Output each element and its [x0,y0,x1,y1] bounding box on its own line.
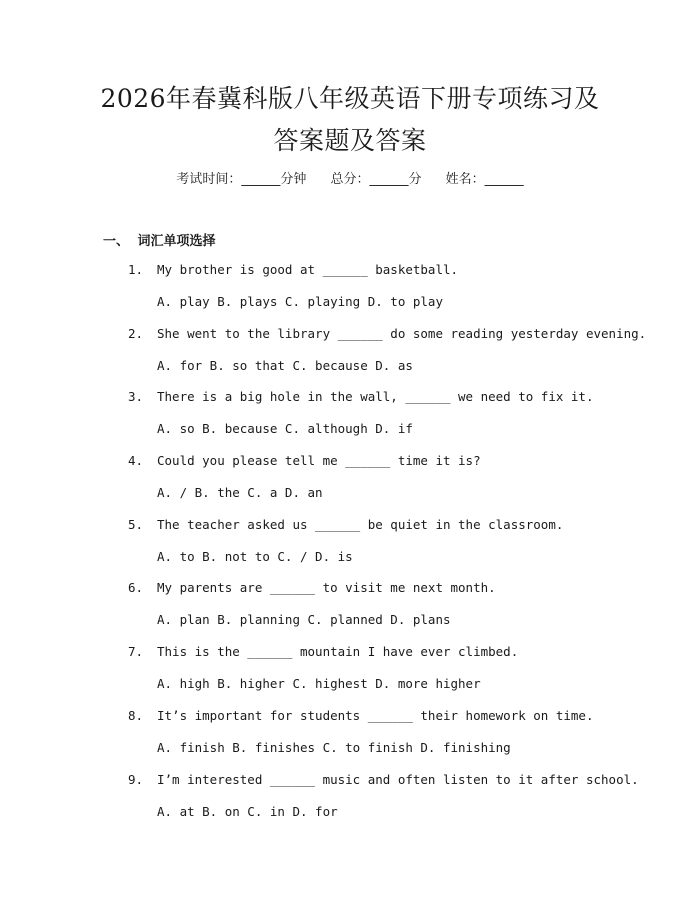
question-text: I’m interested ______ music and often listen to it after school. [157,771,639,787]
question-text: Could you please tell me ______ time it is? [157,453,481,469]
question-item [0,323,700,387]
question-text: There is a big hole in the wall, ______ we need to fix it. [157,389,594,405]
question-text: My brother is good at ______ basketball. [157,262,459,277]
title-line-2: 答案题及答案 [273,126,427,155]
question-options: A. so B. because C. although D. if [157,421,413,437]
question-number: 3. [128,389,144,405]
question-number: 1. [128,262,144,277]
question-item [0,577,700,641]
question-item [0,641,700,705]
question-options: A. play B. plays C. playing D. to play [157,294,443,309]
question-text: The teacher asked us ______ be quiet in the classroom. [157,516,564,532]
question-number: 6. [128,580,144,596]
title-line-1: 2026年春冀科版八年级英语下册专项练习及 [100,84,600,113]
question-options: A. / B. the C. a D. an [157,485,323,501]
question-text: My parents are ______ to visit me next month. [157,580,496,596]
question-item [0,769,700,833]
question-item [0,514,700,578]
question-number: 2. [128,325,144,341]
question-number: 9. [128,771,144,787]
question-list [0,259,700,832]
question-options: A. for B. so that C. because D. as [157,357,413,373]
question-text: She went to the library ______ do some reading yesterday evening. [157,325,647,341]
question-number: 4. [128,453,144,469]
question-item [0,386,700,450]
exam-time: 考试时间：______分钟 [176,172,307,187]
question-number: 8. [128,707,144,723]
question-options: A. high B. higher C. highest D. more higher [157,676,481,692]
question-options: A. at B. on C. in D. for [157,803,338,819]
section-heading [103,230,216,249]
section-number: 一、 [103,234,130,249]
exam-name-field: 姓名：______ [445,172,524,187]
question-item [0,705,700,769]
document-title [60,78,640,162]
question-number: 5. [128,516,144,532]
question-item [0,259,700,323]
exam-total-score: 总分：______分 [330,172,422,187]
question-text: It’s important for students ______ their homework on time. [157,707,594,723]
question-number: 7. [128,644,144,660]
question-item [0,450,700,514]
question-options: A. finish B. finishes C. to finish D. finishing [157,739,511,755]
exam-info [0,168,700,187]
question-text: This is the ______ mountain I have ever climbed. [157,644,519,660]
section-title: 词汇单项选择 [137,234,216,249]
question-options: A. plan B. planning C. planned D. plans [157,612,451,628]
question-options: A. to B. not to C. / D. is [157,548,353,564]
